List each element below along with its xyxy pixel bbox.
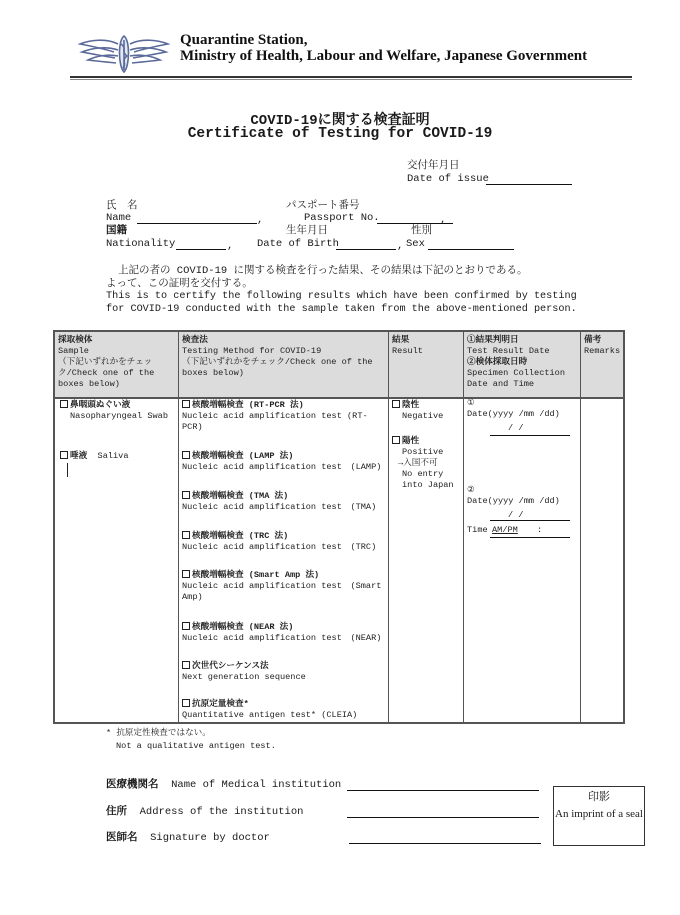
issue-date-label-jp: 交付年月日 <box>407 160 460 172</box>
column-divider <box>178 332 179 722</box>
result-label-jp: 陽性 <box>402 436 420 446</box>
date-mark-1: ① <box>467 398 475 408</box>
time-colon: : <box>537 525 543 535</box>
result-label-en: Negative <box>402 411 444 421</box>
header-sample <box>58 335 176 390</box>
checkbox[interactable] <box>182 699 190 707</box>
checkbox[interactable] <box>182 661 190 669</box>
column-divider <box>388 332 389 722</box>
passport-comma: , <box>440 214 447 226</box>
header-date2-jp: ②検体採取日時 <box>467 357 528 367</box>
time-label: Time <box>467 525 488 535</box>
institution-address-label-en: Address of the institution <box>139 806 304 818</box>
header-result-en: Result <box>392 346 423 356</box>
method-label-en: Nucleic acid amplification test (NEAR) <box>182 633 382 643</box>
nationality-field[interactable] <box>176 249 226 250</box>
specimen-collection-date <box>467 485 577 507</box>
checkbox[interactable] <box>182 622 190 630</box>
header-divider-thin <box>70 79 632 80</box>
checkbox[interactable] <box>392 400 400 408</box>
no-entry-note-en: No entry <box>402 469 444 479</box>
header-divider <box>70 76 632 78</box>
header-sample-jp: 採取検体 <box>58 335 93 345</box>
header-method-note: （下記いずれかをチェック/Check one of the boxes below) <box>182 357 373 378</box>
remarks-field[interactable] <box>582 398 624 718</box>
sample-label-jp: 唾液 <box>70 451 88 461</box>
method-option-quantitative-antigen[interactable] <box>182 699 386 721</box>
organization-name <box>180 32 587 64</box>
results-table <box>53 330 625 724</box>
method-label-jp: 核酸増幅検査 (TRC 法) <box>192 531 289 541</box>
dob-label-en: Date of Birth <box>257 238 339 250</box>
text-cursor <box>67 463 68 477</box>
checkbox[interactable] <box>182 451 190 459</box>
dob-label-jp: 生年月日 <box>286 225 328 237</box>
seal-label-jp: 印影 <box>588 791 610 803</box>
no-entry-note-en: into Japan <box>402 480 454 490</box>
method-label-en: Nucleic acid amplification test (Smart Amp) <box>182 581 382 602</box>
method-label-en: Nucleic acid amplification test (RT-PCR) <box>182 411 368 432</box>
dob-comma: , <box>397 240 404 252</box>
header-result-jp: 結果 <box>392 335 410 345</box>
footnote-jp: * 抗原定性検査ではない。 <box>106 728 211 738</box>
header-remarks <box>584 335 624 357</box>
passport-label-en: Passport No. <box>304 212 380 224</box>
sample-label-en: Saliva <box>97 451 129 461</box>
doctor-signature-label-en: Signature by doctor <box>150 832 270 844</box>
organization-line-2: Ministry of Health, Labour and Welfare, Japanese Government <box>180 48 588 64</box>
name-label-en: Name <box>106 212 132 224</box>
method-option-tma[interactable] <box>182 491 386 513</box>
method-option-rt-pcr[interactable] <box>182 400 386 433</box>
date-format-label: Date(yyyy /mm /dd) <box>467 496 560 506</box>
method-option-ngs[interactable] <box>182 661 386 683</box>
date-format-label: Date(yyyy /mm /dd) <box>467 409 560 419</box>
sample-label-en: Nasopharyngeal Swab <box>70 411 168 421</box>
method-option-smart-amp[interactable] <box>182 570 386 603</box>
method-label-en: Nucleic acid amplification test (TRC) <box>182 542 377 552</box>
sample-label-jp: 鼻咽頭ぬぐい液 <box>70 400 131 410</box>
method-label-jp: 核酸増幅検査 (Smart Amp 法) <box>192 570 320 580</box>
method-label-jp: 核酸増幅検査 (LAMP 法) <box>192 451 294 461</box>
quarantine-emblem-icon <box>78 30 170 76</box>
date-slashes: / / <box>508 510 524 520</box>
organization-line-1: Quarantine Station, <box>180 32 308 48</box>
title-english: Certificate of Testing for COVID-19 <box>187 126 493 142</box>
doctor-signature-label <box>106 832 270 844</box>
method-label-jp: 抗原定量検査* <box>192 699 249 709</box>
issue-date-field[interactable] <box>486 184 572 185</box>
nationality-label-jp: 国籍 <box>106 225 127 237</box>
sample-option-saliva[interactable] <box>60 451 176 462</box>
statement-jp-line-2: よって、この証明を交付する。 <box>106 278 253 290</box>
header-method-en: Testing Method for COVID-19 <box>182 346 322 356</box>
header-sample-en: Sample <box>58 346 89 356</box>
checkbox[interactable] <box>182 531 190 539</box>
date-mark-2: ② <box>467 485 475 495</box>
date-slashes: / / <box>508 423 524 433</box>
name-comma: , <box>257 214 264 226</box>
institution-address-label-jp: 住所 <box>106 806 127 818</box>
no-entry-note-jp: →入国不可 <box>398 458 438 468</box>
sample-option-nasopharyngeal[interactable] <box>60 400 176 422</box>
header-date2-en: Specimen Collection Date and Time <box>467 368 565 389</box>
statement-en-line-2: for COVID-19 conducted with the sample taken from the above-mentioned person. <box>106 304 577 315</box>
result-option-positive[interactable] <box>392 436 460 491</box>
header-sample-note: （下記いずれかをチェック/Check one of the boxes below) <box>58 357 155 389</box>
name-label-jp: 氏 名 <box>106 200 138 212</box>
institution-address-field[interactable] <box>347 817 539 818</box>
sex-field[interactable] <box>428 249 514 250</box>
institution-address-label <box>106 806 303 818</box>
specimen-collection-date-field[interactable] <box>490 520 570 521</box>
checkbox[interactable] <box>182 570 190 578</box>
column-divider <box>463 332 464 722</box>
method-label-en: Nucleic acid amplification test (TMA) <box>182 502 377 512</box>
header-remarks-jp: 備考 <box>584 335 602 345</box>
dob-field[interactable] <box>336 249 396 250</box>
checkbox[interactable] <box>60 400 68 408</box>
institution-name-field[interactable] <box>347 790 539 791</box>
checkbox[interactable] <box>60 451 68 459</box>
column-divider <box>580 332 581 722</box>
header-method-jp: 検査法 <box>182 335 208 345</box>
method-label-en: Quantitative antigen test* (CLEIA) <box>182 710 358 720</box>
result-label-en: Positive <box>402 447 444 457</box>
result-label-jp: 陰性 <box>402 400 420 410</box>
result-option-negative[interactable] <box>392 400 460 422</box>
method-label-jp: 核酸増幅検査 (TMA 法) <box>192 491 289 501</box>
checkbox[interactable] <box>182 400 190 408</box>
checkbox[interactable] <box>392 436 400 444</box>
issue-date-label-en: Date of issue <box>407 173 489 185</box>
time-ampm: AM/PM <box>492 525 518 535</box>
nationality-comma: , <box>227 240 234 252</box>
doctor-signature-label-jp: 医師名 <box>106 832 138 844</box>
passport-label-jp: パスポート番号 <box>286 200 360 212</box>
institution-name-label <box>106 779 341 791</box>
method-option-lamp[interactable] <box>182 451 386 473</box>
statement-jp-line-1: 上記の者の COVID-19 に関する検査を行った結果、その結果は下記のとおりである。 <box>118 265 528 277</box>
method-label-jp: 核酸増幅検査 (NEAR 法) <box>192 622 294 632</box>
title-japanese: COVID-19に関する検査証明 <box>250 113 430 129</box>
header-result <box>392 335 460 357</box>
header-method <box>182 335 384 379</box>
sex-label-en: Sex <box>406 238 425 250</box>
name-field[interactable] <box>137 223 257 224</box>
method-label-en: Nucleic acid amplification test (LAMP) <box>182 462 382 472</box>
header-date1-jp: ①結果判明日 <box>467 335 519 345</box>
seal-imprint-box[interactable] <box>553 786 645 846</box>
doctor-signature-field[interactable] <box>349 843 541 844</box>
statement-en-line-1: This is to certify the following results which have been confirmed by testing <box>106 291 577 302</box>
method-option-trc[interactable] <box>182 531 386 553</box>
checkbox[interactable] <box>182 491 190 499</box>
test-result-date <box>467 398 577 420</box>
header-date1-en: Test Result Date <box>467 346 550 356</box>
method-label-en: Next generation sequence <box>182 672 306 682</box>
header-dates <box>467 335 579 390</box>
institution-name-label-en: Name of Medical institution <box>171 779 342 791</box>
nationality-label-en: Nationality <box>106 238 176 250</box>
method-option-near[interactable] <box>182 622 386 644</box>
specimen-collection-time-field[interactable] <box>490 537 570 538</box>
method-label-jp: 次世代シーケンス法 <box>192 661 269 671</box>
test-result-date-field[interactable] <box>490 435 570 436</box>
institution-name-label-jp: 医療機関名 <box>106 779 159 791</box>
sex-label-jp: 性別 <box>411 225 432 237</box>
header-remarks-en: Remarks <box>584 346 621 356</box>
method-label-jp: 核酸増幅検査 (RT-PCR 法) <box>192 400 304 410</box>
seal-label-en: An imprint of a seal <box>555 808 643 820</box>
footnote-en: Not a qualitative antigen test. <box>116 741 276 751</box>
